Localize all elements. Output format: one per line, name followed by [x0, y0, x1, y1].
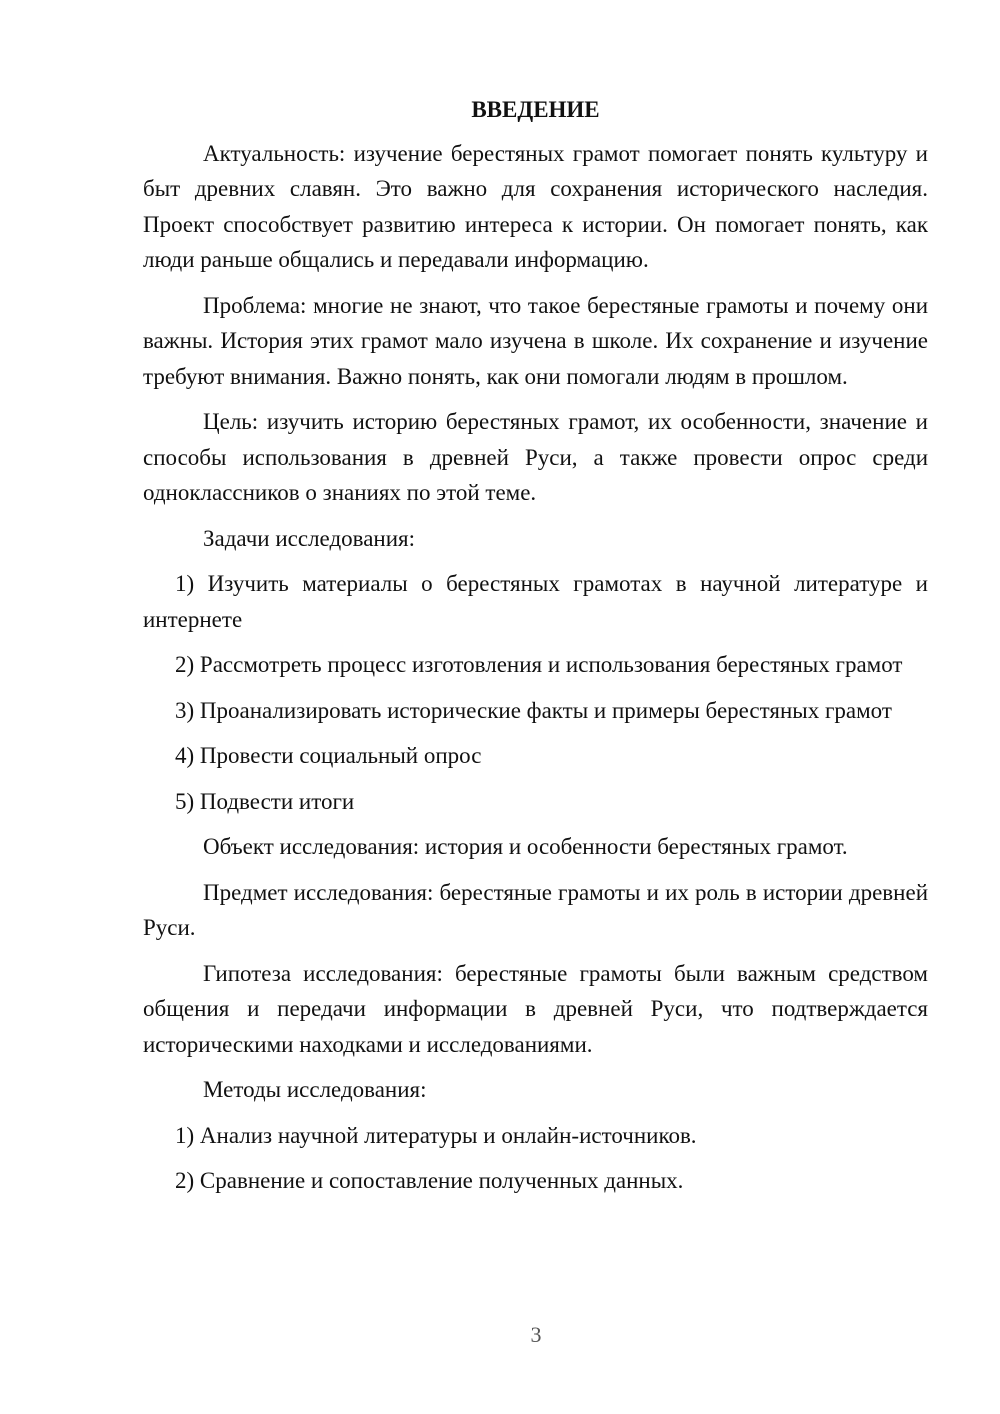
relevance-paragraph: Актуальность: изучение берестяных грамот помогает понять культуру и быт древних славян. Это важно для сохранения исторического наследия. Проект способствует развитию интереса к истории. Он помогает понять, как люди раньше общались и передавали информацию.	[143, 140, 928, 272]
document-page	[143, 92, 928, 1209]
object-paragraph: Объект исследования: история и особенности берестяных грамот.	[203, 834, 848, 859]
page-number: 3	[530, 1322, 542, 1347]
task-item: 2) Рассмотреть процесс изготовления и использования берестяных грамот	[175, 652, 903, 677]
tasks-title: Задачи исследования:	[203, 525, 416, 551]
task-item: 1) Изучить материалы о берестяных грамотах в научной литературе и интернете	[143, 571, 928, 632]
task-item: 4) Провести социальный опрос	[175, 743, 482, 768]
method-item: 1) Анализ научной литературы и онлайн-источников.	[175, 1122, 697, 1148]
goal-paragraph: Цель: изучить историю берестяных грамот, их особенности, значение и способы использования в древней Руси, а также провести опрос среди одноклассников о знаниях по этой теме.	[143, 409, 928, 505]
method-item: 2) Сравнение и сопоставление полученных данных.	[175, 1168, 684, 1193]
page-title: ВВЕДЕНИЕ	[471, 97, 600, 122]
task-item: 3) Проанализировать исторические факты и примеры берестяных грамот	[175, 697, 892, 723]
problem-paragraph: Проблема: многие не знают, что такое берестяные грамоты и почему они важны. История этих грамот мало изучена в школе. Их сохранение и изучение требуют внимания. Важно понять, как они помогали людям в прошлом.	[143, 292, 928, 389]
subject-paragraph: Предмет исследования: берестяные грамоты и их роль в истории древней Руси.	[143, 879, 928, 940]
task-item: 5) Подвести итоги	[175, 788, 355, 814]
hypothesis-paragraph: Гипотеза исследования: берестяные грамоты были важным средством общения и передачи информации в древней Руси, что подтверждается историческими находками и исследованиями.	[143, 960, 928, 1057]
methods-title: Методы исследования:	[203, 1077, 427, 1102]
